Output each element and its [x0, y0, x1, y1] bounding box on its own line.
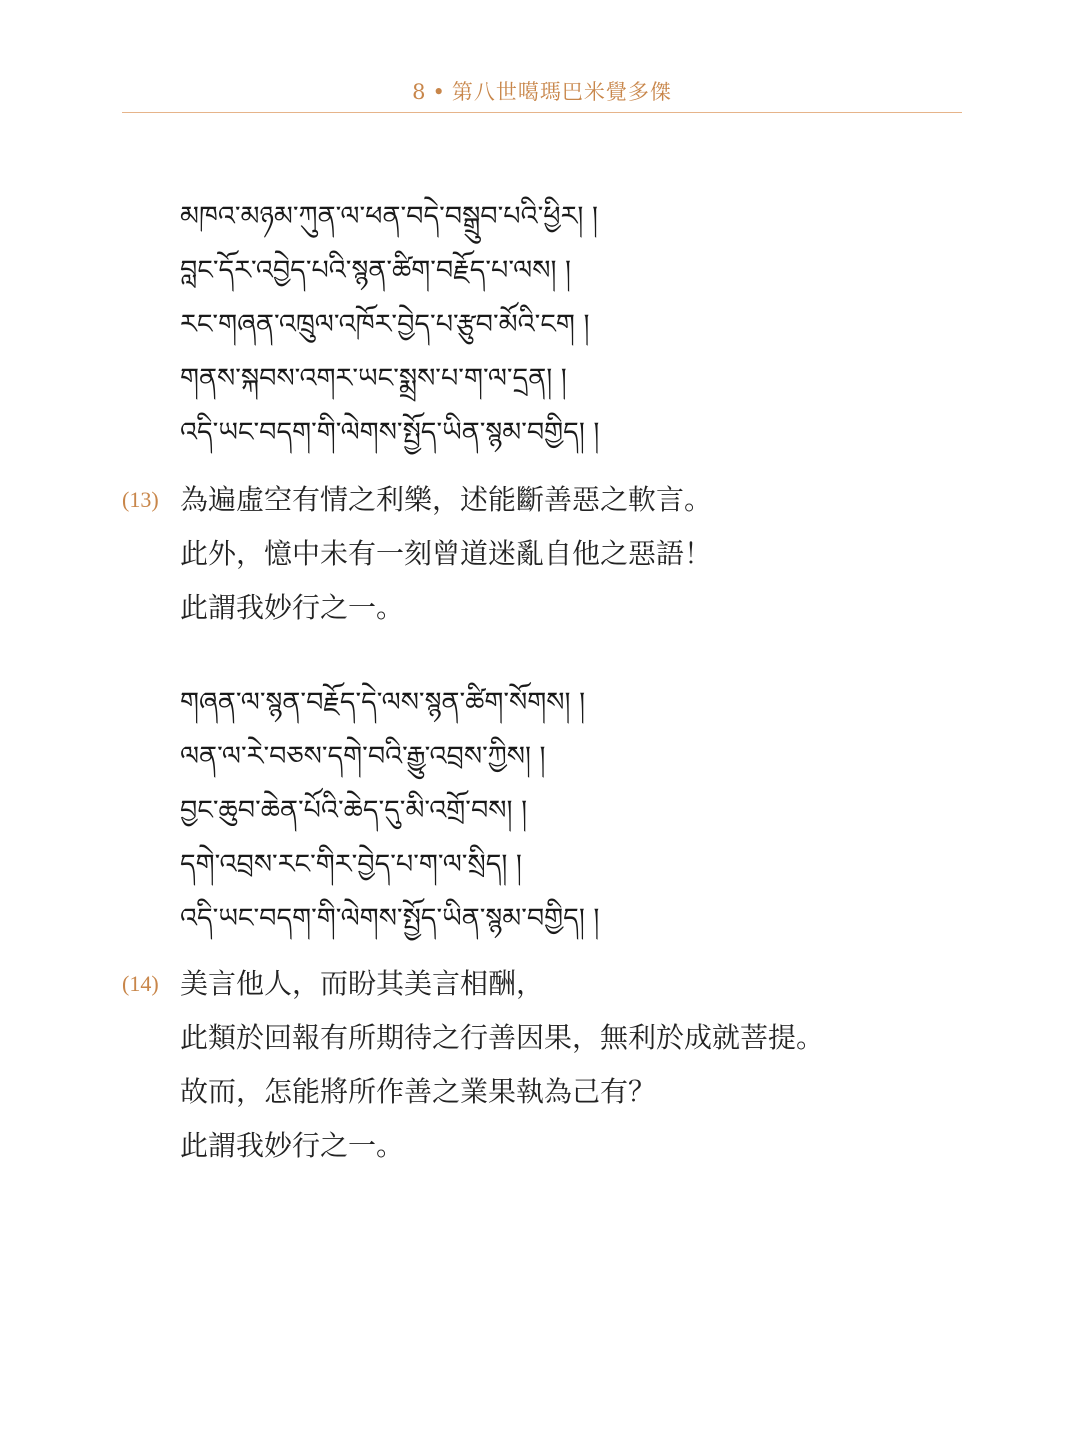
- verse-number: (14): [122, 971, 159, 996]
- tibetan-line: ལན་ལ་རེ་བཅས་དགེ་བའི་རྒྱུ་འབྲས་ཀྱིས། །: [180, 741, 546, 772]
- chinese-line: 此類於回報有所期待之行善因果，無利於成就菩提。: [180, 1021, 825, 1054]
- tibetan-line: གཞན་ལ་སྙན་བརྗོད་དེ་ལས་སྙན་ཚིག་སོགས། །: [180, 687, 586, 718]
- tibetan-verse-block-1: [180, 190, 599, 460]
- verse-number: (13): [122, 487, 159, 512]
- tibetan-verse-block-2: [180, 676, 599, 946]
- verse-text: [180, 957, 824, 1173]
- tibetan-line: བླང་དོར་འབྱེད་པའི་སྙན་ཚིག་བརྗོད་པ་ལས། །: [180, 255, 572, 286]
- running-header: [122, 76, 962, 106]
- tibetan-line: བྱང་ཆུབ་ཆེན་པོའི་ཆེད་དུ་མི་འགྲོ་བས། །: [180, 795, 528, 826]
- tibetan-line: གནས་སྐབས་འགར་ཡང་སྨྲས་པ་ག་ལ་དྲན། །: [180, 363, 567, 394]
- chinese-line: 此外，憶中未有一刻曾道迷亂自他之惡語！: [180, 537, 713, 570]
- header-rule: [122, 112, 962, 113]
- tibetan-line: མཁའ་མཉམ་ཀུན་ལ་ཕན་བདེ་བསྒྲུབ་པའི་ཕྱིར། །: [180, 201, 598, 232]
- tibetan-line: འདི་ཡང་བདག་གི་ལེགས་སྤྱོད་ཡིན་སྙམ་བགྱིད། །: [180, 903, 600, 934]
- tibetan-line: དགེ་འབྲས་རང་གིར་བྱེད་པ་ག་ལ་སྲིད། །: [180, 849, 522, 880]
- chinese-line: 此謂我妙行之一。: [180, 1129, 405, 1162]
- chinese-line: 此謂我妙行之一。: [180, 591, 405, 624]
- header-bullet: •: [432, 80, 446, 104]
- tibetan-line: རང་གཞན་འཁྲུལ་འཁོར་བྱེད་པ་རྩུབ་མོའི་ངག །: [180, 309, 590, 340]
- chinese-line: 為遍虛空有情之利樂，述能斷善惡之軟言。: [180, 483, 713, 516]
- verse-text: [180, 473, 712, 635]
- book-title: 第八世噶瑪巴米覺多傑: [451, 80, 672, 104]
- page-number: 8: [412, 80, 427, 104]
- chinese-line: 美言他人，而盼其美言相酬，: [180, 967, 545, 1000]
- tibetan-line: འདི་ཡང་བདག་གི་ལེགས་སྤྱོད་ཡིན་སྙམ་བགྱིད། །: [180, 417, 600, 448]
- chinese-line: 故而，怎能將所作善之業果執為己有？: [180, 1075, 657, 1108]
